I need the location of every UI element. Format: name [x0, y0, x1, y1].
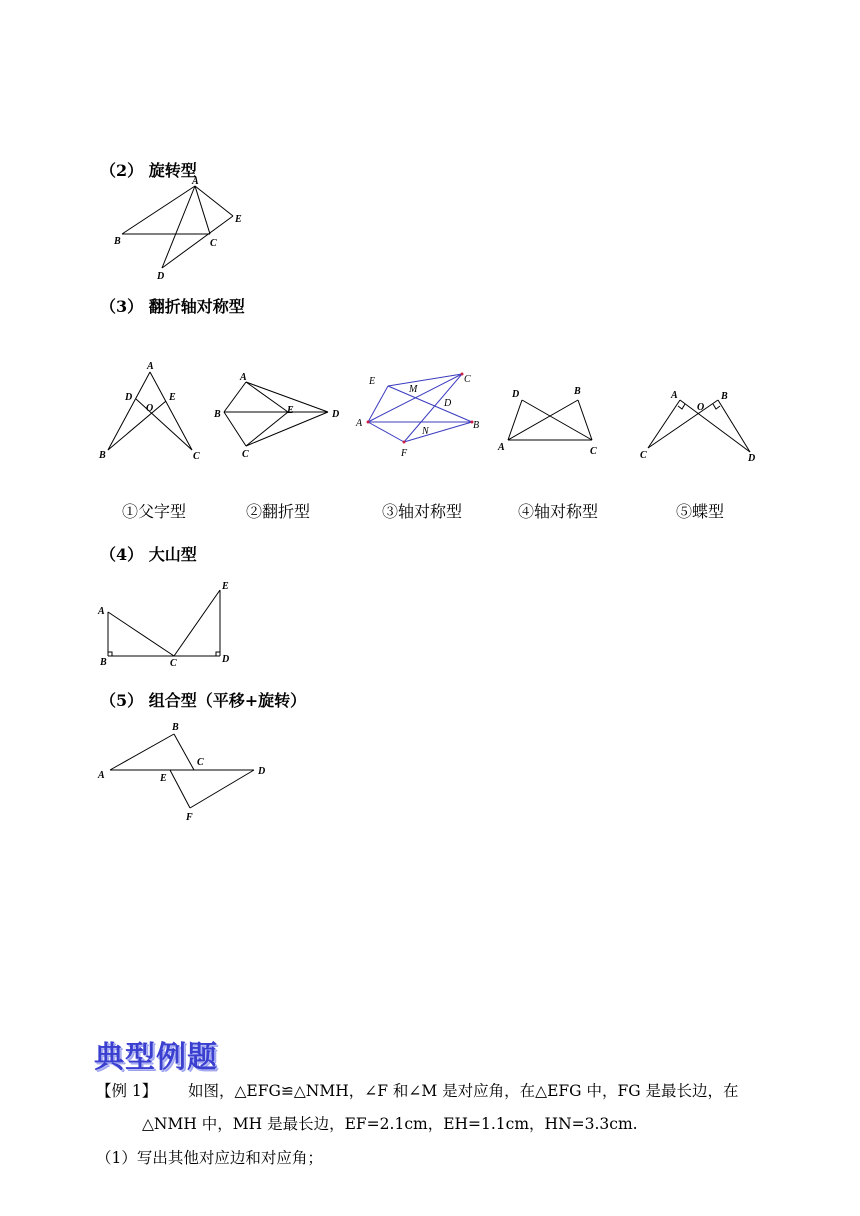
label-D: D: [512, 389, 520, 400]
label-A: A: [671, 390, 678, 401]
label-A: A: [192, 176, 199, 187]
label-B: B: [99, 450, 106, 461]
label-B: B: [100, 657, 107, 668]
label-E: E: [369, 376, 376, 387]
axis-symmetry-figure-4: [494, 382, 606, 462]
label-A: A: [98, 770, 105, 781]
label-C: C: [170, 658, 177, 668]
caption-butterfly: ⑤蝶型: [676, 502, 725, 521]
section-heading-combo: （5） 组合型（平移+旋转）: [100, 691, 307, 710]
fold-figure: [210, 368, 350, 464]
label-B: B: [172, 722, 179, 733]
label-B: B: [214, 409, 221, 420]
section-heading-fold: （3） 翻折轴对称型: [100, 297, 245, 316]
label-E: E: [287, 405, 294, 416]
label-O: O: [146, 403, 154, 414]
label-B: B: [721, 391, 728, 402]
example-question-1: （1）写出其他对应边和对应角；: [96, 1149, 323, 1167]
label-F: F: [186, 812, 193, 823]
label-C: C: [197, 757, 204, 768]
example-line-1: 如图，△EFG≌△NMH，∠F 和∠M 是对应角，在△EFG 中，FG 是最长边，在: [188, 1082, 739, 1100]
caption-axis-3: ③轴对称型: [382, 502, 463, 521]
label-N: N: [422, 426, 429, 437]
example-tag: 【例 1】: [96, 1082, 158, 1100]
label-D: D: [258, 766, 266, 777]
label-D: D: [444, 398, 452, 409]
label-E: E: [235, 214, 242, 225]
label-C: C: [590, 446, 597, 457]
label-C: C: [640, 450, 647, 461]
section-heading-mountain: （4） 大山型: [100, 545, 197, 564]
label-M: M: [409, 384, 418, 395]
rotation-figure: [100, 172, 260, 284]
label-B: B: [574, 386, 581, 397]
label-A: A: [98, 606, 105, 617]
label-F: F: [401, 448, 408, 459]
label-B: B: [114, 236, 121, 247]
label-A: A: [356, 418, 363, 429]
combo-figure: [94, 716, 284, 824]
label-E: E: [222, 581, 229, 592]
label-A: A: [498, 442, 505, 453]
label-D: D: [222, 654, 230, 665]
caption-fold: ②翻折型: [246, 502, 311, 521]
caption-fu: ①父字型: [122, 502, 187, 521]
fu-figure: [96, 358, 208, 466]
caption-axis-4: ④轴对称型: [518, 502, 599, 521]
label-D: D: [125, 392, 133, 403]
label-A: A: [147, 361, 154, 372]
label-D: D: [748, 453, 756, 464]
label-E: E: [160, 773, 167, 784]
mountain-figure: [94, 576, 244, 668]
label-C: C: [242, 449, 249, 460]
label-C: C: [210, 238, 217, 249]
label-O: O: [697, 402, 705, 413]
label-C: C: [464, 374, 471, 385]
label-B: B: [473, 420, 480, 431]
label-D: D: [157, 271, 165, 282]
butterfly-figure: [636, 384, 762, 464]
typical-examples-title: 典型例题: [94, 1040, 218, 1075]
axis-symmetry-figure-3: [352, 368, 488, 460]
label-E: E: [169, 392, 176, 403]
section-heading-rotation: （2） 旋转型: [100, 161, 197, 180]
label-A: A: [240, 372, 247, 383]
example-line-2: △NMH 中，MH 是最长边，EF=2.1cm，EH=1.1cm，HN=3.3cm.: [142, 1115, 638, 1133]
label-C: C: [193, 451, 200, 462]
label-D: D: [332, 409, 340, 420]
